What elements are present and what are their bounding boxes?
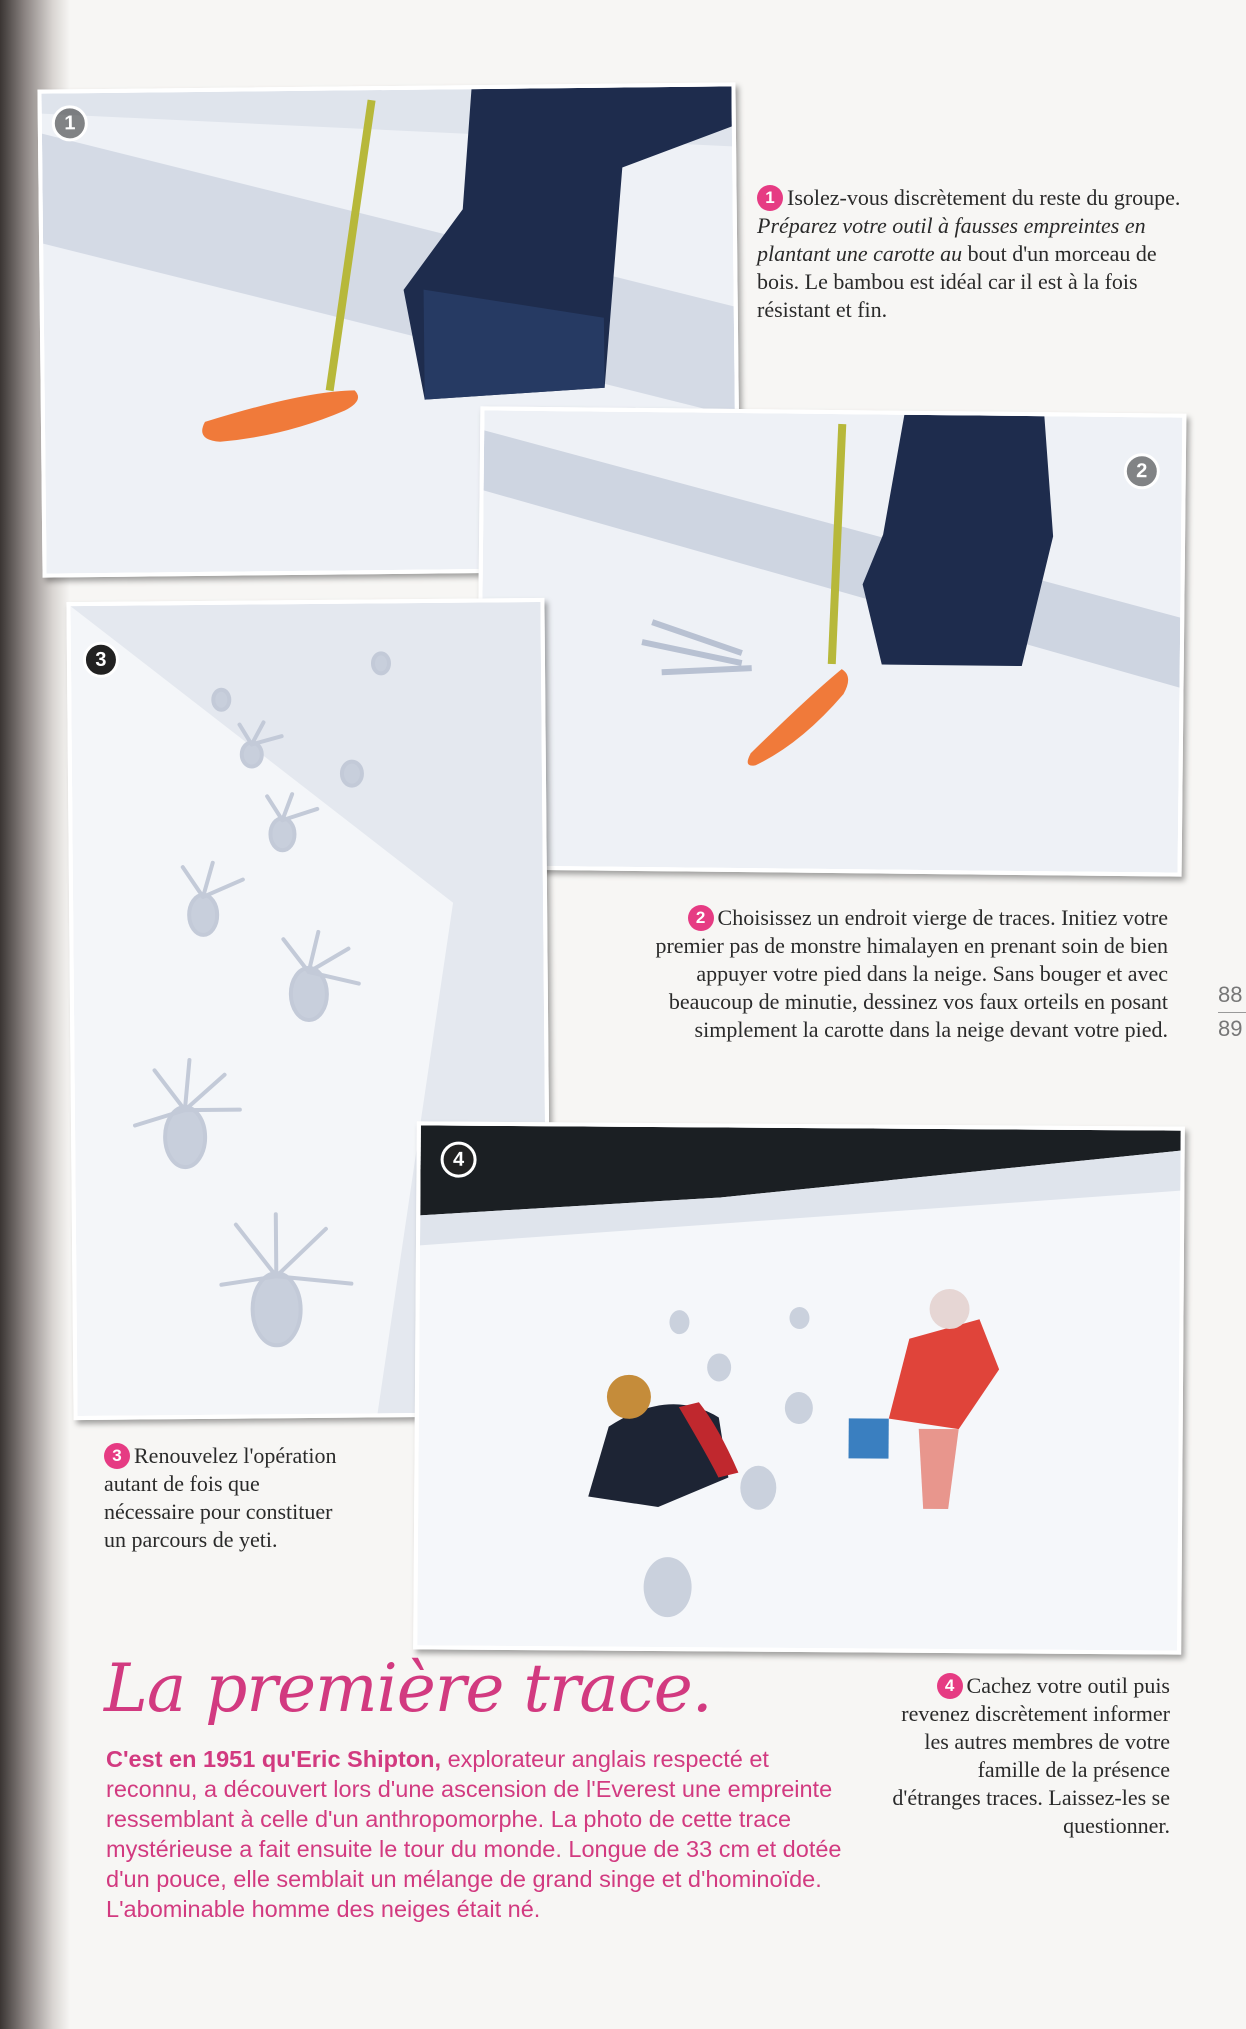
caption-step-3-badge: 3 xyxy=(104,1443,130,1469)
photo-step-1-number: 1 xyxy=(52,105,88,141)
photo-step-4-number: 4 xyxy=(440,1141,476,1177)
folio-divider xyxy=(1218,1012,1246,1013)
article-lead: C'est en 1951 qu'Eric Shipton, xyxy=(106,1746,442,1772)
photo-step-3-number: 3 xyxy=(83,642,119,678)
caption-step-4-text: Cachez votre outil puis revenez discrètement informer les autres membres de votre famille de la présence d'étranges traces. Laissez-les se questionner. xyxy=(892,1673,1170,1838)
photo-step-4-image xyxy=(417,1125,1181,1650)
article-body xyxy=(106,1744,846,1924)
caption-step-4 xyxy=(885,1672,1170,1840)
article-title: La première trace. xyxy=(104,1650,712,1727)
caption-step-2-badge: 2 xyxy=(688,905,714,931)
article-text: explorateur anglais respecté et reconnu, a découvert lors d'une ascension de l'Everest une empreinte ressemblant à celle d'un anthropomorphe. La photo de cette trace mystérieuse a fait ensuite le tour du monde. Longue de 33 cm et dotée d'un pouce, elle semblait un mélange de grand singe et d'hominoïde. L'abominable homme des neiges était né. xyxy=(106,1746,842,1922)
caption-step-1-italic: Préparez votre outil à fausses empreintes en plantant une carotte au xyxy=(757,213,1146,266)
caption-step-4-badge: 4 xyxy=(937,1673,963,1699)
caption-step-1 xyxy=(757,184,1187,324)
photo-step-2-number: 2 xyxy=(1124,453,1160,489)
caption-step-1-badge: 1 xyxy=(757,185,783,211)
page-number-right: 89 xyxy=(1218,1016,1243,1041)
caption-step-1-text: Isolez-vous discrètement du reste du groupe. xyxy=(787,185,1181,210)
photo-step-2 xyxy=(476,406,1187,876)
caption-step-1-end: bout d'un morceau de bois. Le bambou est idéal car il est à la fois résistant et fin. xyxy=(757,241,1157,322)
photo-step-2-image xyxy=(480,410,1183,872)
photo-step-4 xyxy=(413,1121,1185,1654)
caption-step-2 xyxy=(648,904,1168,1044)
caption-step-3-text: Renouvelez l'opération autant de fois que nécessaire pour constituer un parcours de yeti. xyxy=(104,1443,337,1552)
page-number-left: 88 xyxy=(1218,982,1243,1007)
caption-step-2-text: Choisissez un endroit vierge de traces. Initiez votre premier pas de monstre himalayen en prenant soin de bien appuyer votre pied dans la neige. Sans bouger et avec beaucoup de minutie, dessinez vos faux orteils en posant simplement la carotte dans la neige devant votre pied. xyxy=(655,905,1168,1042)
caption-step-3 xyxy=(104,1442,344,1554)
